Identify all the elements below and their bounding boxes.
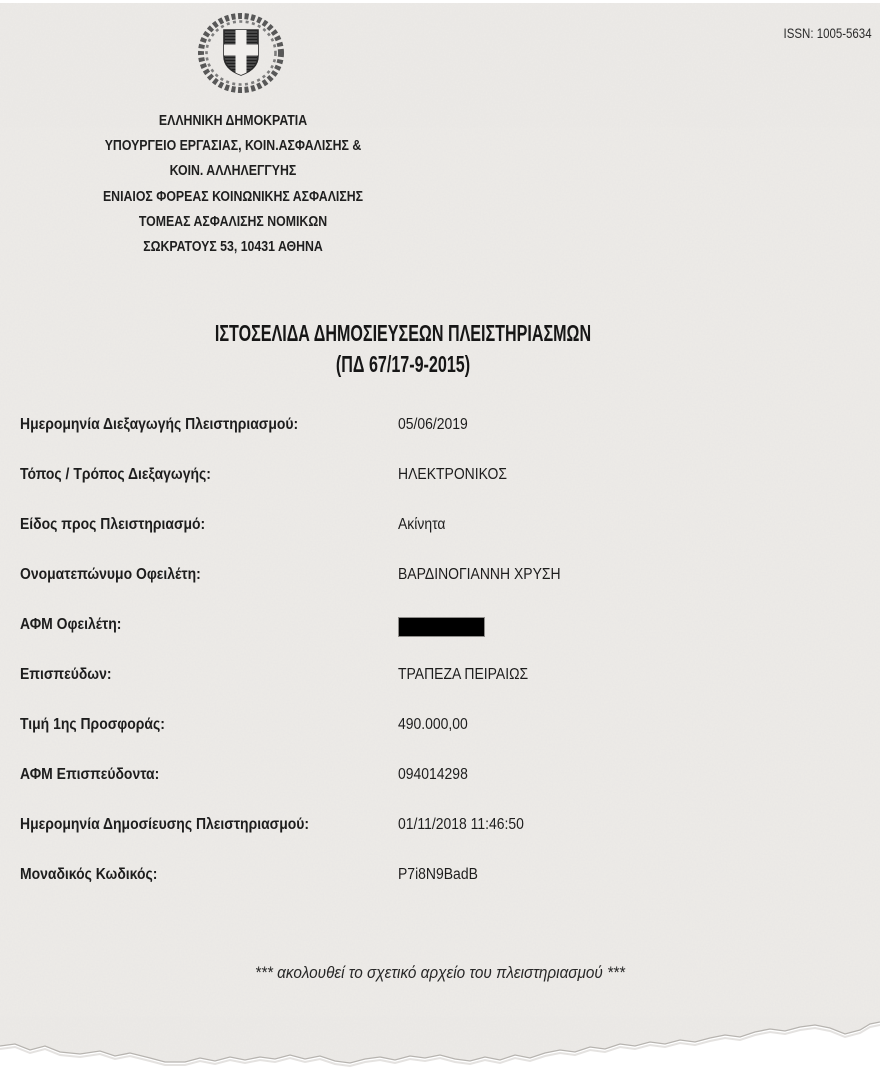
- field-value-text: ΤΡΑΠΕΖΑ ΠΕΙΡΑΙΩΣ: [398, 666, 529, 683]
- field-row: [0, 666, 880, 688]
- field-label: Μοναδικός Κωδικός:: [20, 866, 158, 883]
- field-row: [0, 866, 880, 888]
- agency-line: ΚΟΙΝ. ΑΛΛΗΛΕΓΓΥΗΣ: [169, 163, 297, 180]
- field-value: [398, 866, 487, 884]
- field-label: Είδος προς Πλειστηριασμό:: [20, 516, 206, 533]
- field-value-text: 01/11/2018 11:46:50: [398, 816, 524, 833]
- field-value-text: Ακίνητα: [398, 516, 446, 533]
- field-value: [398, 716, 476, 734]
- field-row: [0, 416, 880, 438]
- issn-number: ISSN: 1005-5634: [783, 26, 872, 41]
- redacted-value-box: [398, 617, 485, 637]
- field-label: Τιμή 1ης Προσφοράς:: [20, 716, 165, 733]
- field-label: Ημερομηνία Διεξαγωγής Πλειστηριασμού:: [20, 416, 299, 433]
- field-row: [0, 516, 880, 538]
- field-value: [398, 666, 543, 684]
- field-row: [0, 816, 880, 838]
- field-value: [398, 816, 538, 834]
- field-value-text: P7i8N9BadB: [398, 866, 478, 883]
- field-value: [398, 516, 451, 534]
- field-value-text: 094014298: [398, 766, 468, 783]
- field-row: [0, 466, 880, 488]
- document-title-line2: (ΠΔ 67/17-9-2015): [335, 351, 471, 377]
- field-row: [0, 566, 880, 588]
- field-label: Επισπεύδων:: [20, 666, 112, 683]
- field-value-text: 05/06/2019: [398, 416, 468, 433]
- field-value-text: ΗΛΕΚΤΡΟΝΙΚΟΣ: [398, 466, 507, 483]
- field-value: [398, 466, 519, 484]
- field-value: [398, 616, 485, 637]
- agency-line: ΕΝΙΑΙΟΣ ΦΟΡΕΑΣ ΚΟΙΝΩΝΙΚΗΣ ΑΣΦΑΛΙΣΗΣ: [102, 188, 364, 205]
- field-label: ΑΦΜ Οφειλέτη:: [20, 616, 122, 633]
- field-label: ΑΦΜ Επισπεύδοντα:: [20, 766, 160, 783]
- field-label: Ονοματεπώνυμο Οφειλέτη:: [20, 566, 201, 583]
- field-label: Τόπος / Τρόπος Διεξαγωγής:: [20, 466, 211, 483]
- field-label: Ημερομηνία Δημοσίευσης Πλειστηριασμού:: [20, 816, 310, 833]
- field-value: [398, 766, 476, 784]
- agency-line: ΤΟΜΕΑΣ ΑΣΦΑΛΙΣΗΣ ΝΟΜΙΚΩΝ: [138, 213, 328, 230]
- field-row: [0, 766, 880, 788]
- document-title-line1: ΙΣΤΟΣΕΛΙΔΑ ΔΗΜΟΣΙΕΥΣΕΩΝ ΠΛΕΙΣΤΗΡΙΑΣΜΩΝ: [214, 320, 592, 346]
- field-value-text: 490.000,00: [398, 716, 468, 733]
- field-row: [0, 616, 880, 638]
- agency-line: ΥΠΟΥΡΓΕΙΟ ΕΡΓΑΣΙΑΣ, ΚΟΙΝ.ΑΣΦΑΛΙΣΗΣ &: [104, 138, 362, 155]
- agency-line: ΕΛΛΗΝΙΚΗ ΔΗΜΟΚΡΑΤΙΑ: [158, 113, 308, 129]
- field-value: [398, 566, 579, 584]
- field-value-text: ΒΑΡΔΙΝΟΓΙΑΝΝΗ ΧΡΥΣΗ: [398, 566, 561, 583]
- field-row: [0, 716, 880, 738]
- field-value: [398, 416, 476, 434]
- footer-note: *** ακολουθεί το σχετικό αρχείο του πλειστηριασμού ***: [255, 963, 625, 982]
- agency-line: ΣΩΚΡΑΤΟΥΣ 53, 10431 ΑΘΗΝΑ: [143, 239, 323, 256]
